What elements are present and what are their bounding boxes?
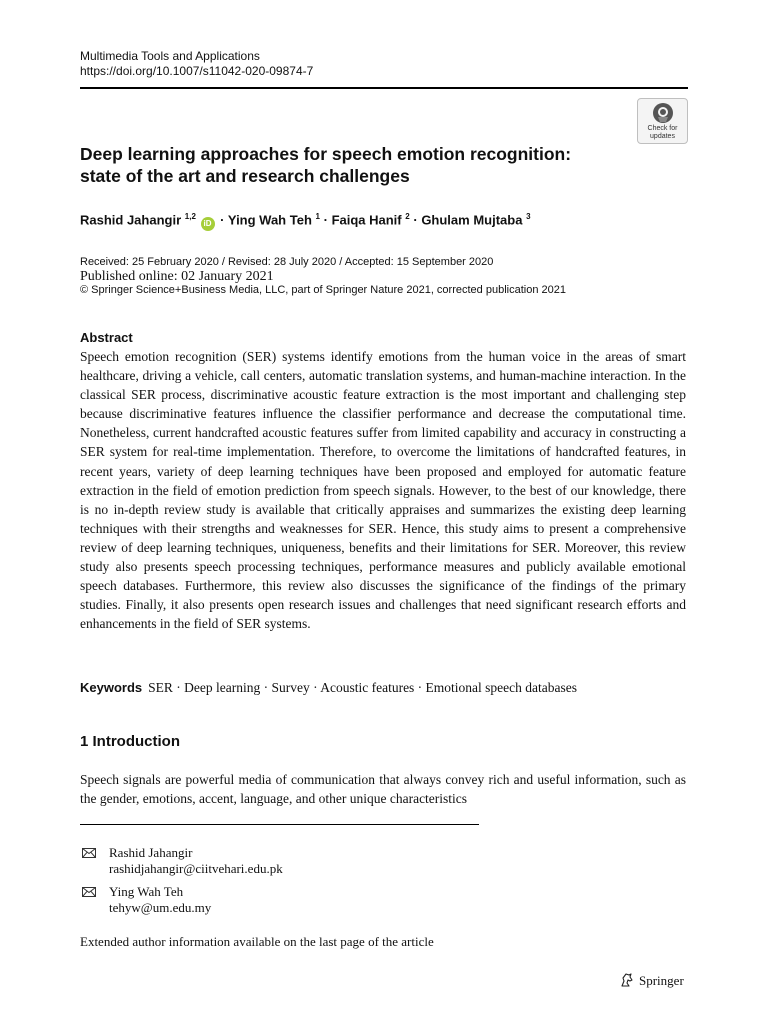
badge-line-1: Check for bbox=[647, 125, 678, 132]
keywords-label: Keywords bbox=[80, 680, 143, 695]
badge-line-2: updates bbox=[650, 133, 675, 140]
publisher-name: Springer bbox=[639, 973, 684, 988]
copyright-line: © Springer Science+Business Media, LLC, part of Springer Nature 2021, corrected publication 2021 bbox=[80, 284, 566, 296]
check-for-updates-badge[interactable] bbox=[637, 98, 688, 144]
author-name[interactable]: Ghulam Mujtaba bbox=[421, 212, 523, 228]
author-name[interactable]: Faiqa Hanif bbox=[331, 212, 402, 228]
check-updates-icon bbox=[652, 102, 674, 124]
extended-author-note: Extended author information available on the last page of the article bbox=[80, 934, 434, 949]
published-date: Published online: 02 January 2021 bbox=[80, 269, 274, 284]
author-separator: · bbox=[220, 212, 225, 228]
springer-horse-icon bbox=[619, 972, 635, 988]
footnote-rule bbox=[80, 824, 479, 825]
section-heading-introduction: 1 Introduction bbox=[80, 733, 180, 750]
abstract-body: Speech emotion recognition (SER) systems identify emotions from the human voice in the areas of smart healthcare, driving a vehicle, call centers, automatic translation systems, and human-machine interaction. In the classical SER process, discriminative acoustic feature extraction is the most important and challenging step because discriminative features influence the classifier performance and decrease the computational time. Nonetheless, current handcrafted acoustic features suffer from limited capability and accuracy in constructing a SER system for real-time implementation. Therefore, to overcome the limitations of handcrafted features, in recent years, variety of deep learning techniques have been proposed and employed for automatic feature extraction in the field of emotion prediction from speech signals. However, to the best of our knowledge, there is no in-depth review study is available that critically appraises and summarizes the existing deep learning techniques with their strengths and weaknesses for SER. Hence, this study aims to present a comprehensive review of deep learning techniques, uniqueness, benefits and their limitations for SER. Moreover, this review study also presents speech processing techniques, performance measures and publicly available emotional speech databases. Furthermore, this review also discusses the significance of the findings of the primary studies. Finally, it also presents open research issues and challenges that need significant research efforts and enhancements in the field of SER systems. bbox=[80, 349, 686, 632]
author-name[interactable]: Rashid Jahangir bbox=[80, 212, 182, 228]
footnote-author-email[interactable]: rashidjahangir@ciitvehari.edu.pk bbox=[109, 861, 283, 876]
introduction-body: Speech signals are powerful media of communication that always convey rich and useful information, such as the gender, emotions, accent, language, and other unique characteristics bbox=[80, 772, 686, 807]
author-affiliation: 1 bbox=[315, 212, 320, 221]
doi-link[interactable]: https://doi.org/10.1007/s11042-020-09874-7 bbox=[80, 64, 314, 78]
footnote-author-name: Rashid Jahangir bbox=[109, 845, 193, 860]
author-list bbox=[80, 212, 680, 231]
journal-name: Multimedia Tools and Applications bbox=[80, 49, 260, 63]
author-affiliation: 1,2 bbox=[184, 212, 196, 221]
author-separator: · bbox=[323, 212, 328, 228]
keywords bbox=[80, 680, 700, 696]
keywords-text: SER · Deep learning · Survey · Acoustic features · Emotional speech databases bbox=[148, 680, 578, 695]
abstract-heading: Abstract bbox=[80, 330, 133, 345]
envelope-icon bbox=[82, 848, 96, 858]
article-title: Deep learning approaches for speech emotion recognition: state of the art and research challenges bbox=[80, 144, 572, 186]
footnote-author-name: Ying Wah Teh bbox=[109, 884, 184, 899]
author-affiliation: 2 bbox=[405, 212, 410, 221]
author-affiliation: 3 bbox=[526, 212, 531, 221]
envelope-icon bbox=[82, 887, 96, 897]
author-name[interactable]: Ying Wah Teh bbox=[227, 212, 312, 228]
springer-logo bbox=[619, 972, 684, 989]
author-separator: · bbox=[413, 212, 418, 228]
footnote-author-email[interactable]: tehyw@um.edu.my bbox=[109, 900, 212, 915]
header-rule bbox=[80, 87, 688, 89]
orcid-icon[interactable]: iD bbox=[201, 217, 215, 231]
article-history: Received: 25 February 2020 / Revised: 28 July 2020 / Accepted: 15 September 2020 bbox=[80, 256, 494, 268]
journal-header bbox=[80, 49, 313, 79]
